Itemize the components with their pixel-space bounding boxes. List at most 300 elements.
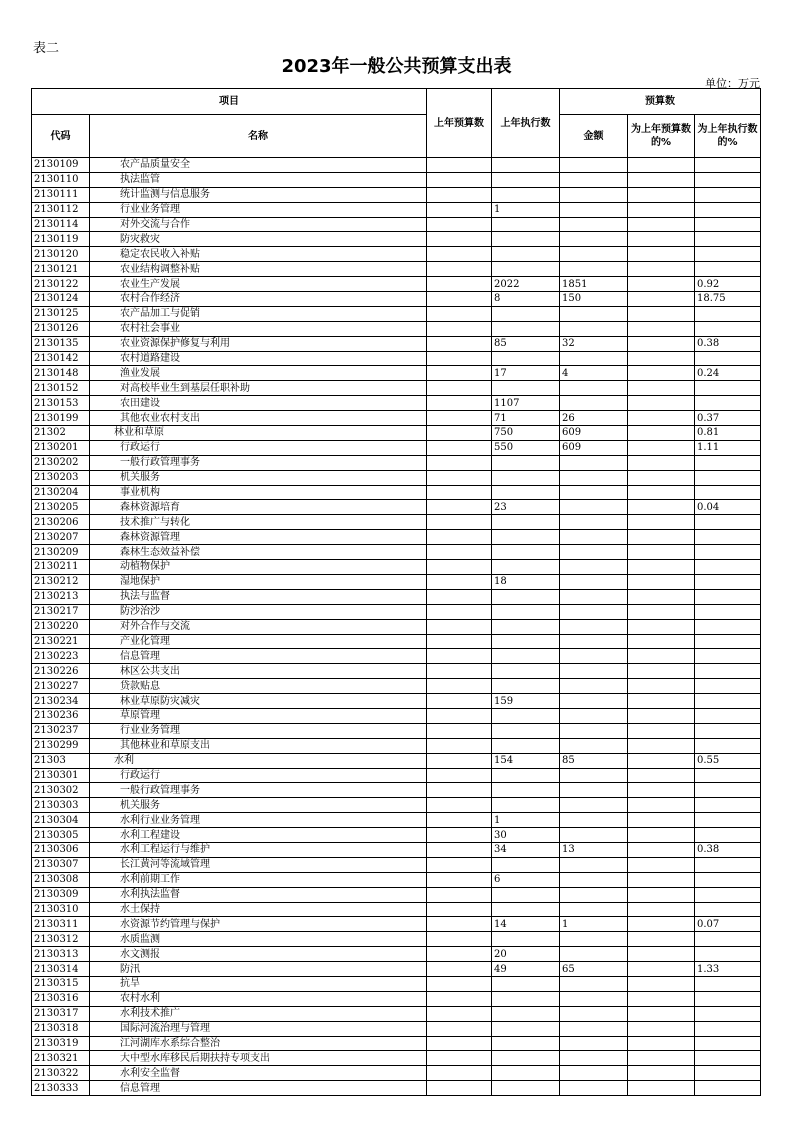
cell-pct-prev-budget: [628, 172, 695, 187]
cell-amount: [560, 783, 628, 798]
cell-prev-budget: [427, 336, 492, 351]
cell-pct-prev-exec: [695, 872, 761, 887]
cell-code: 2130318: [32, 1021, 90, 1036]
cell-name: 机关服务: [90, 798, 427, 813]
cell-name: 防沙治沙: [90, 604, 427, 619]
cell-name: 防灾救灾: [90, 232, 427, 247]
table-row: [32, 619, 761, 634]
cell-name: 水利执法监督: [90, 887, 427, 902]
cell-code: 2130307: [32, 857, 90, 872]
cell-amount: 13: [560, 842, 628, 857]
cell-amount: [560, 1021, 628, 1036]
cell-prev-budget: [427, 842, 492, 857]
table-row: [32, 589, 761, 604]
cell-pct-prev-exec: [695, 1006, 761, 1021]
cell-pct-prev-exec: [695, 396, 761, 411]
cell-amount: [560, 664, 628, 679]
cell-pct-prev-exec: 18.75: [695, 292, 761, 307]
table-row: [32, 247, 761, 262]
cell-pct-prev-exec: [695, 634, 761, 649]
cell-prev-exec: [492, 158, 560, 173]
cell-prev-budget: [427, 1066, 492, 1081]
cell-code: 2130302: [32, 783, 90, 798]
cell-code: 2130206: [32, 515, 90, 530]
cell-pct-prev-exec: [695, 217, 761, 232]
table-row: [32, 1066, 761, 1081]
cell-code: 2130321: [32, 1051, 90, 1066]
cell-amount: [560, 902, 628, 917]
cell-name: 水资源节约管理与保护: [90, 917, 427, 932]
header-pct-prev-exec: 为上年执行数的%: [695, 115, 761, 158]
table-row: [32, 887, 761, 902]
cell-pct-prev-budget: [628, 411, 695, 426]
cell-code: 2130304: [32, 813, 90, 828]
cell-pct-prev-exec: [695, 1066, 761, 1081]
cell-code: 21302: [32, 426, 90, 441]
cell-name: 防汛: [90, 962, 427, 977]
cell-amount: [560, 1051, 628, 1066]
table-row: [32, 679, 761, 694]
cell-prev-budget: [427, 277, 492, 292]
cell-code: 2130119: [32, 232, 90, 247]
cell-prev-budget: [427, 411, 492, 426]
cell-amount: 1: [560, 917, 628, 932]
cell-code: 2130226: [32, 664, 90, 679]
table-row: [32, 232, 761, 247]
cell-pct-prev-exec: [695, 530, 761, 545]
cell-name: 渔业发展: [90, 366, 427, 381]
table-row: [32, 604, 761, 619]
header-amount: 金额: [560, 115, 628, 158]
cell-pct-prev-exec: 1.11: [695, 440, 761, 455]
cell-pct-prev-budget: [628, 828, 695, 843]
doc-label: 表二: [33, 41, 60, 56]
cell-name: 国际河流治理与管理: [90, 1021, 427, 1036]
cell-prev-exec: 23: [492, 500, 560, 515]
table-body: [32, 158, 761, 1096]
cell-amount: [560, 217, 628, 232]
cell-pct-prev-budget: [628, 1051, 695, 1066]
cell-pct-prev-budget: [628, 872, 695, 887]
cell-code: 2130317: [32, 1006, 90, 1021]
cell-pct-prev-exec: [695, 187, 761, 202]
cell-pct-prev-exec: [695, 976, 761, 991]
cell-prev-exec: 1: [492, 202, 560, 217]
table-row: [32, 321, 761, 336]
cell-code: 2130112: [32, 202, 90, 217]
cell-amount: [560, 574, 628, 589]
cell-prev-budget: [427, 738, 492, 753]
table-row: [32, 292, 761, 307]
cell-amount: [560, 589, 628, 604]
cell-pct-prev-budget: [628, 426, 695, 441]
cell-prev-exec: [492, 485, 560, 500]
cell-code: 2130234: [32, 694, 90, 709]
cell-code: 2130111: [32, 187, 90, 202]
cell-pct-prev-budget: [628, 649, 695, 664]
cell-prev-exec: [492, 530, 560, 545]
cell-prev-budget: [427, 262, 492, 277]
cell-prev-exec: [492, 232, 560, 247]
cell-code: 2130152: [32, 381, 90, 396]
cell-prev-budget: [427, 158, 492, 173]
table-row: [32, 426, 761, 441]
table-row: [32, 455, 761, 470]
table-row: [32, 753, 761, 768]
cell-pct-prev-budget: [628, 783, 695, 798]
cell-code: 2130148: [32, 366, 90, 381]
cell-prev-budget: [427, 1036, 492, 1051]
table-row: [32, 470, 761, 485]
table-row: [32, 172, 761, 187]
cell-prev-budget: [427, 172, 492, 187]
cell-name: 林区公共支出: [90, 664, 427, 679]
cell-name: 对外交流与合作: [90, 217, 427, 232]
cell-name: 一般行政管理事务: [90, 783, 427, 798]
cell-amount: [560, 545, 628, 560]
cell-pct-prev-budget: [628, 842, 695, 857]
cell-pct-prev-budget: [628, 753, 695, 768]
cell-code: 2130312: [32, 932, 90, 947]
header-prev-budget: 上年预算数: [427, 89, 492, 158]
cell-pct-prev-budget: [628, 381, 695, 396]
cell-pct-prev-exec: [695, 694, 761, 709]
cell-prev-budget: [427, 530, 492, 545]
table-row: [32, 336, 761, 351]
cell-pct-prev-budget: [628, 1021, 695, 1036]
cell-prev-exec: 550: [492, 440, 560, 455]
cell-amount: [560, 485, 628, 500]
cell-prev-exec: 18: [492, 574, 560, 589]
cell-pct-prev-budget: [628, 723, 695, 738]
cell-amount: [560, 887, 628, 902]
header-code: 代码: [32, 115, 90, 158]
cell-name: 水质监测: [90, 932, 427, 947]
cell-pct-prev-exec: [695, 545, 761, 560]
cell-prev-exec: [492, 247, 560, 262]
cell-code: 2130125: [32, 306, 90, 321]
cell-name: 水土保持: [90, 902, 427, 917]
cell-prev-budget: [427, 664, 492, 679]
cell-prev-budget: [427, 455, 492, 470]
cell-pct-prev-budget: [628, 277, 695, 292]
cell-amount: 32: [560, 336, 628, 351]
cell-code: 2130121: [32, 262, 90, 277]
cell-amount: [560, 634, 628, 649]
cell-pct-prev-exec: 1.33: [695, 962, 761, 977]
cell-name: 机关服务: [90, 470, 427, 485]
header-project: 项目: [32, 89, 427, 115]
cell-code: 2130333: [32, 1081, 90, 1096]
cell-prev-budget: [427, 366, 492, 381]
cell-prev-budget: [427, 589, 492, 604]
cell-pct-prev-exec: 0.24: [695, 366, 761, 381]
cell-name: 草原管理: [90, 708, 427, 723]
cell-name: 行业业务管理: [90, 202, 427, 217]
cell-amount: [560, 247, 628, 262]
table-row: [32, 813, 761, 828]
cell-prev-budget: [427, 202, 492, 217]
cell-name: 森林资源培育: [90, 500, 427, 515]
cell-name: 农村社会事业: [90, 321, 427, 336]
cell-amount: [560, 187, 628, 202]
cell-pct-prev-budget: [628, 902, 695, 917]
cell-prev-budget: [427, 857, 492, 872]
cell-pct-prev-exec: [695, 902, 761, 917]
cell-name: 湿地保护: [90, 574, 427, 589]
cell-prev-budget: [427, 828, 492, 843]
cell-prev-exec: 750: [492, 426, 560, 441]
table-row: [32, 649, 761, 664]
table-row: [32, 634, 761, 649]
table-row: [32, 1006, 761, 1021]
cell-name: 其他林业和草原支出: [90, 738, 427, 753]
cell-pct-prev-exec: [695, 1036, 761, 1051]
cell-pct-prev-exec: [695, 247, 761, 262]
cell-amount: [560, 813, 628, 828]
cell-pct-prev-budget: [628, 574, 695, 589]
table-row: [32, 1051, 761, 1066]
cell-amount: [560, 232, 628, 247]
cell-amount: [560, 396, 628, 411]
cell-prev-exec: [492, 262, 560, 277]
cell-prev-budget: [427, 932, 492, 947]
cell-prev-exec: 20: [492, 947, 560, 962]
cell-pct-prev-exec: [695, 857, 761, 872]
cell-pct-prev-budget: [628, 589, 695, 604]
cell-pct-prev-exec: [695, 172, 761, 187]
cell-pct-prev-budget: [628, 470, 695, 485]
cell-prev-budget: [427, 500, 492, 515]
cell-pct-prev-exec: [695, 589, 761, 604]
cell-amount: [560, 619, 628, 634]
cell-prev-exec: [492, 1066, 560, 1081]
table-row: [32, 574, 761, 589]
cell-prev-exec: 85: [492, 336, 560, 351]
cell-pct-prev-budget: [628, 857, 695, 872]
cell-amount: [560, 202, 628, 217]
cell-pct-prev-exec: 0.37: [695, 411, 761, 426]
table-row: [32, 396, 761, 411]
cell-pct-prev-exec: [695, 783, 761, 798]
cell-name: 农村道路建设: [90, 351, 427, 366]
cell-prev-exec: 34: [492, 842, 560, 857]
table-row: [32, 917, 761, 932]
table-row: [32, 411, 761, 426]
cell-prev-exec: 2022: [492, 277, 560, 292]
cell-prev-exec: [492, 902, 560, 917]
table-row: [32, 738, 761, 753]
table-row: [32, 947, 761, 962]
cell-prev-exec: [492, 723, 560, 738]
cell-amount: [560, 723, 628, 738]
cell-name: 林业草原防灾减灾: [90, 694, 427, 709]
cell-prev-budget: [427, 649, 492, 664]
table-row: [32, 217, 761, 232]
cell-prev-exec: [492, 1051, 560, 1066]
cell-amount: [560, 306, 628, 321]
cell-prev-exec: [492, 798, 560, 813]
cell-code: 2130122: [32, 277, 90, 292]
cell-amount: [560, 1066, 628, 1081]
cell-name: 统计监测与信息服务: [90, 187, 427, 202]
cell-pct-prev-exec: 0.92: [695, 277, 761, 292]
cell-pct-prev-exec: [695, 1021, 761, 1036]
cell-code: 2130315: [32, 976, 90, 991]
cell-prev-budget: [427, 470, 492, 485]
cell-pct-prev-exec: [695, 813, 761, 828]
cell-prev-budget: [427, 917, 492, 932]
cell-amount: [560, 500, 628, 515]
cell-amount: [560, 947, 628, 962]
cell-code: 2130120: [32, 247, 90, 262]
cell-code: 2130217: [32, 604, 90, 619]
cell-pct-prev-budget: [628, 679, 695, 694]
cell-code: 2130199: [32, 411, 90, 426]
table-row: [32, 932, 761, 947]
cell-prev-exec: [492, 619, 560, 634]
cell-code: 2130109: [32, 158, 90, 173]
cell-amount: [560, 321, 628, 336]
cell-prev-budget: [427, 619, 492, 634]
cell-prev-exec: [492, 217, 560, 232]
cell-prev-budget: [427, 426, 492, 441]
cell-pct-prev-budget: [628, 1006, 695, 1021]
cell-code: 2130305: [32, 828, 90, 843]
cell-pct-prev-budget: [628, 664, 695, 679]
cell-prev-exec: [492, 604, 560, 619]
cell-pct-prev-budget: [628, 351, 695, 366]
cell-pct-prev-budget: [628, 396, 695, 411]
table-row: [32, 962, 761, 977]
page-title: 2023年一般公共预算支出表: [281, 56, 512, 77]
cell-pct-prev-budget: [628, 321, 695, 336]
header-budget: 预算数: [560, 89, 761, 115]
table-row: [32, 515, 761, 530]
cell-name: 贷款贴息: [90, 679, 427, 694]
cell-code: 2130319: [32, 1036, 90, 1051]
cell-pct-prev-exec: [695, 381, 761, 396]
cell-amount: [560, 694, 628, 709]
cell-amount: [560, 976, 628, 991]
cell-prev-budget: [427, 679, 492, 694]
cell-prev-exec: [492, 991, 560, 1006]
cell-prev-exec: 17: [492, 366, 560, 381]
cell-code: 2130322: [32, 1066, 90, 1081]
cell-prev-budget: [427, 872, 492, 887]
cell-prev-budget: [427, 321, 492, 336]
cell-name: 其他农业农村支出: [90, 411, 427, 426]
cell-name: 森林资源管理: [90, 530, 427, 545]
cell-pct-prev-exec: [695, 932, 761, 947]
table-row: [32, 560, 761, 575]
cell-amount: [560, 649, 628, 664]
table-row: [32, 306, 761, 321]
cell-prev-budget: [427, 396, 492, 411]
cell-prev-exec: [492, 768, 560, 783]
cell-pct-prev-budget: [628, 530, 695, 545]
cell-name: 执法监管: [90, 172, 427, 187]
cell-name: 水利: [90, 753, 427, 768]
cell-prev-exec: [492, 1006, 560, 1021]
cell-pct-prev-exec: [695, 619, 761, 634]
cell-prev-exec: [492, 857, 560, 872]
cell-prev-budget: [427, 708, 492, 723]
cell-pct-prev-budget: [628, 1066, 695, 1081]
cell-prev-budget: [427, 604, 492, 619]
cell-name: 技术推广与转化: [90, 515, 427, 530]
cell-code: 2130313: [32, 947, 90, 962]
cell-name: 农产品加工与促销: [90, 306, 427, 321]
cell-prev-exec: 1: [492, 813, 560, 828]
cell-name: 行政运行: [90, 768, 427, 783]
table-row: [32, 277, 761, 292]
cell-prev-budget: [427, 634, 492, 649]
cell-prev-exec: [492, 887, 560, 902]
cell-prev-budget: [427, 232, 492, 247]
cell-name: 林业和草原: [90, 426, 427, 441]
table-row: [32, 723, 761, 738]
cell-name: 水利工程建设: [90, 828, 427, 843]
cell-code: 2130126: [32, 321, 90, 336]
cell-pct-prev-budget: [628, 694, 695, 709]
table-row: [32, 500, 761, 515]
cell-prev-exec: 6: [492, 872, 560, 887]
cell-pct-prev-exec: [695, 738, 761, 753]
cell-pct-prev-exec: [695, 991, 761, 1006]
cell-prev-budget: [427, 694, 492, 709]
cell-code: 2130308: [32, 872, 90, 887]
cell-prev-exec: [492, 351, 560, 366]
header-pct-prev-budget: 为上年预算数的%: [628, 115, 695, 158]
cell-amount: 85: [560, 753, 628, 768]
table-row: [32, 842, 761, 857]
cell-prev-exec: [492, 1081, 560, 1096]
cell-amount: [560, 515, 628, 530]
table-row: [32, 872, 761, 887]
cell-name: 水利前期工作: [90, 872, 427, 887]
cell-prev-exec: [492, 649, 560, 664]
cell-amount: [560, 828, 628, 843]
cell-pct-prev-budget: [628, 440, 695, 455]
cell-prev-exec: [492, 932, 560, 947]
unit-label: 单位：万元: [705, 77, 760, 90]
cell-pct-prev-budget: [628, 232, 695, 247]
cell-prev-budget: [427, 545, 492, 560]
cell-pct-prev-exec: [695, 1051, 761, 1066]
cell-code: 2130213: [32, 589, 90, 604]
cell-pct-prev-exec: 0.07: [695, 917, 761, 932]
table-row: [32, 902, 761, 917]
cell-code: 2130153: [32, 396, 90, 411]
cell-pct-prev-exec: 0.38: [695, 842, 761, 857]
cell-pct-prev-budget: [628, 768, 695, 783]
cell-name: 事业机构: [90, 485, 427, 500]
cell-amount: [560, 872, 628, 887]
cell-name: 农业资源保护修复与利用: [90, 336, 427, 351]
cell-prev-budget: [427, 1006, 492, 1021]
cell-name: 江河湖库水系综合整治: [90, 1036, 427, 1051]
cell-pct-prev-exec: [695, 470, 761, 485]
cell-pct-prev-budget: [628, 1036, 695, 1051]
cell-amount: 609: [560, 440, 628, 455]
cell-pct-prev-budget: [628, 708, 695, 723]
table-row: [32, 1021, 761, 1036]
table-row: [32, 187, 761, 202]
cell-prev-budget: [427, 292, 492, 307]
cell-name: 水利行业业务管理: [90, 813, 427, 828]
cell-code: 2130209: [32, 545, 90, 560]
